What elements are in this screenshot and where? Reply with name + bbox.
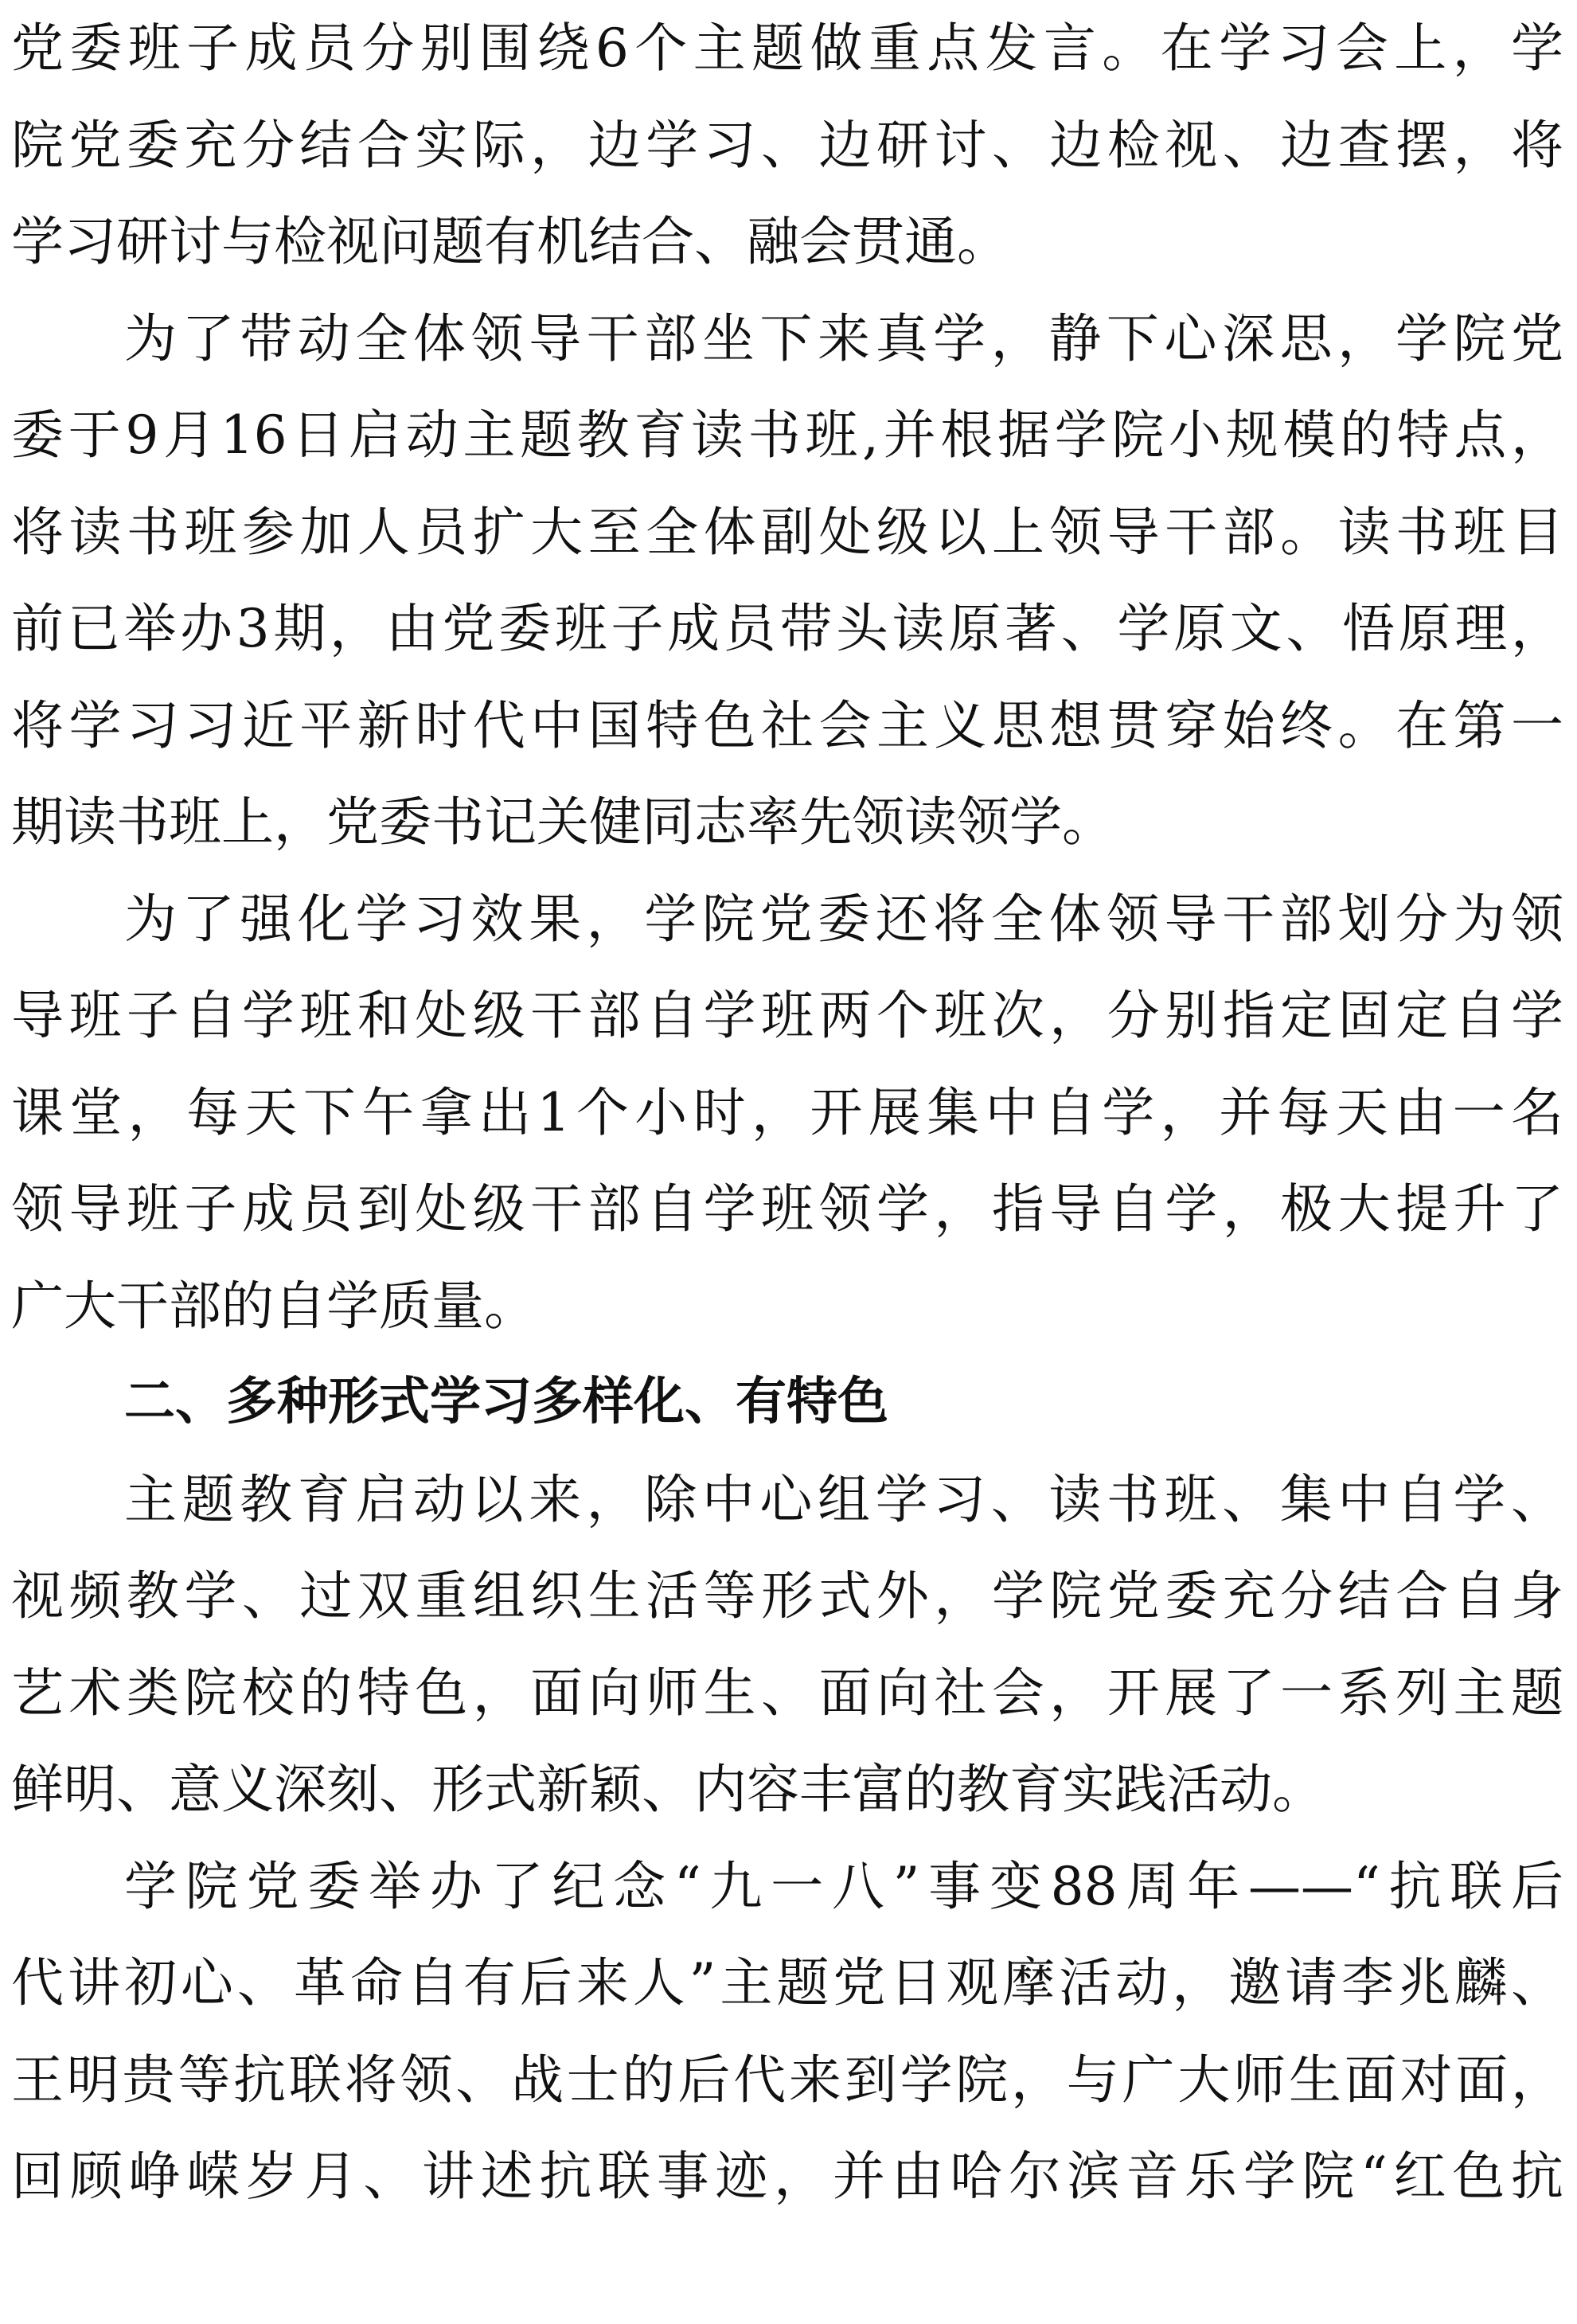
body-text-line: 党委班子成员分别围绕6个主题做重点发言。在学习会上，学 [11, 18, 1563, 79]
body-text-line: 代讲初心、革命自有后来人”主题党日观摩活动，邀请李兆麟、 [11, 1952, 1563, 2013]
paragraph-first-line: 主题教育启动以来，除中心组学习、读书班、集中自学、 [124, 1468, 1563, 1530]
body-text-line: 导班子自学班和处级干部自学班两个班次，分别指定固定自学 [11, 985, 1563, 1046]
body-text-line: 鲜明、意义深刻、形式新颖、内容丰富的教育实践活动。 [11, 1759, 1325, 1820]
paragraph-first-line: 为了强化学习效果，学院党委还将全体领导干部划分为领 [124, 888, 1563, 950]
body-text-line: 广大干部的自学质量。 [11, 1275, 537, 1337]
body-text-line: 学习研讨与检视问题有机结合、融会贯通。 [11, 211, 1009, 272]
body-text-line: 视频教学、过双重组织生活等形式外，学院党委充分结合自身 [11, 1565, 1563, 1627]
paragraph-first-line: 学院党委举办了纪念“九一八”事变88周年——“抗联后 [124, 1855, 1563, 1917]
body-text-line: 回顾峥嵘岁月、讲述抗联事迹，并由哈尔滨音乐学院“红色抗 [11, 2146, 1563, 2207]
body-text-line: 领导班子成员到处级干部自学班领学，指导自学，极大提升了 [11, 1178, 1563, 1240]
body-text-line: 将读书班参加人员扩大至全体副处级以上领导干部。读书班目 [11, 501, 1563, 563]
document-page [11, 0, 1563, 2225]
body-text-line: 委于9月16日启动主题教育读书班,并根据学院小规模的特点， [11, 404, 1563, 466]
body-text-line: 将学习习近平新时代中国特色社会主义思想贯穿始终。在第一 [11, 694, 1563, 756]
body-text-line: 期读书班上，党委书记关健同志率先领读领学。 [11, 791, 1114, 853]
paragraph-first-line: 为了带动全体领导干部坐下来真学，静下心深思，学院党 [124, 307, 1563, 369]
body-text-line: 课堂，每天下午拿出1个小时，开展集中自学，并每天由一名 [11, 1081, 1563, 1143]
body-text-line: 前已举办3期，由党委班子成员带头读原著、学原文、悟原理， [11, 598, 1563, 659]
body-text-line: 王明贵等抗联将领、战士的后代来到学院，与广大师生面对面， [11, 2049, 1563, 2111]
body-text-line: 院党委充分结合实际，边学习、边研讨、边检视、边查摆，将 [11, 114, 1563, 176]
section-heading: 二、多种形式学习多样化、有特色 [124, 1373, 888, 1432]
body-text-line: 艺术类院校的特色，面向师生、面向社会，开展了一系列主题 [11, 1662, 1563, 1724]
